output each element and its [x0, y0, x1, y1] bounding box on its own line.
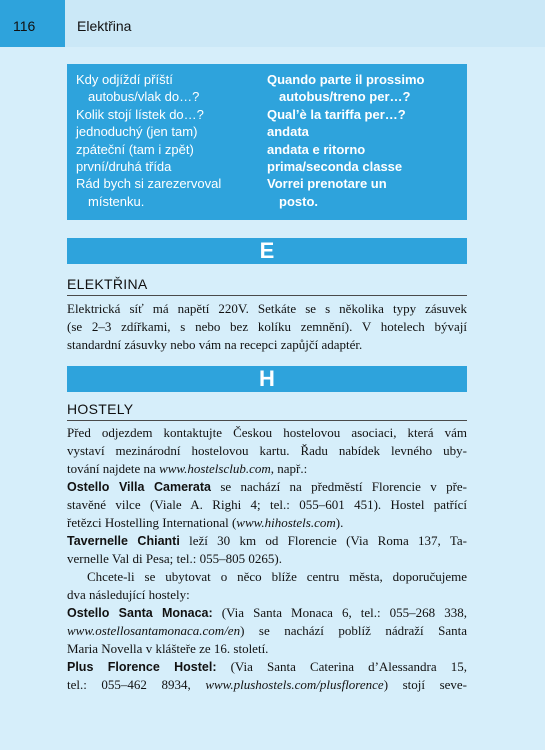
phrase-italian: Vorrei prenotare un	[267, 176, 387, 192]
page-number: 116	[13, 18, 36, 34]
body-line: dva následující hostely:	[67, 587, 190, 602]
phrase-italian: Qual’è la tariffa per…?	[267, 106, 406, 122]
phrase-italian: andata e ritorno	[267, 141, 366, 157]
body-line: vernelle Val di Pesa; tel.: 055–805 0265).	[67, 551, 282, 566]
phrase-czech: Rád bych si zarezervoval	[76, 176, 222, 192]
phrase-czech: zpáteční (tam i zpět)	[76, 141, 194, 157]
body-line: standardní zásuvky nebo vám na recepci zapůjčí adaptér.	[67, 337, 363, 352]
body-line: vystaví mezinárodní hostelovou kartu. Řadu nabídek levného uby-	[67, 443, 467, 458]
body-line: (se 2–3 zdířkami, s nebo bez kolíku zemnění). V hotelech bývají	[67, 319, 467, 334]
hostelsclub-link[interactable]: www.hostelsclub.com	[159, 461, 271, 476]
phrase-czech: jednoduchý (jen tam)	[76, 124, 198, 140]
phrase-row	[67, 158, 467, 176]
phrase-row	[67, 193, 467, 211]
hostel-name-plus-florence: Plus Florence Hostel:	[67, 660, 217, 674]
heading-elektrina: ELEKTŘINA	[67, 276, 148, 292]
body-line: Před odjezdem kontaktujte Českou hostelovou asociaci, která vám	[67, 425, 467, 440]
phrase-row	[67, 141, 467, 159]
heading-rule	[67, 295, 467, 296]
body-line: Chcete-li se ubytovat o něco blíže centru města, doporučujeme	[87, 569, 467, 584]
phrase-row	[67, 88, 467, 106]
body-line: Tavernelle Chianti leží 30 km od Florencie (Via Roma 137, Ta-	[67, 533, 467, 548]
phrase-italian: prima/seconda classe	[267, 159, 403, 174]
phrase-czech: místenku.	[88, 193, 145, 209]
phrase-italian: autobus/treno per…?	[279, 89, 411, 105]
phrase-italian: andata	[267, 124, 309, 140]
phrase-czech: Kolik stojí lístek do…?	[76, 106, 204, 122]
hihostels-link[interactable]: www.hihostels.com	[236, 515, 336, 530]
body-line: řetězci Hostelling International (www.hihostels.com).	[67, 515, 344, 530]
heading-hostely: HOSTELY	[67, 401, 134, 417]
letter-bar-e: E	[67, 238, 467, 264]
phrase-row	[67, 123, 467, 141]
body-line: Ostello Santa Monaca: (Via Santa Monaca 6, tel.: 055–268 338,	[67, 605, 467, 620]
hostel-name-tavernelle: Tavernelle Chianti	[67, 534, 180, 548]
body-line: Ostello Villa Camerata se nachází na předměstí Florencie v pře-	[67, 479, 468, 494]
phrase-row	[67, 71, 467, 89]
phrase-czech: Kdy odjíždí příští	[76, 72, 173, 87]
phrase-italian: posto.	[279, 193, 318, 209]
phrase-row	[67, 175, 467, 193]
body-line: tování najdete na www.hostelsclub.com, např.:	[67, 461, 308, 476]
heading-rule	[67, 420, 467, 421]
letter-bar-h: H	[67, 366, 467, 392]
phrase-box	[67, 64, 467, 220]
hostel-name-santa-monaca: Ostello Santa Monaca:	[67, 606, 213, 620]
body-line: Plus Florence Hostel: (Via Santa Caterina d’Alessandra 15,	[67, 659, 467, 674]
phrase-row	[67, 106, 467, 124]
phrase-czech: autobus/vlak do…?	[88, 89, 200, 105]
phrase-italian: Quando parte il prossimo	[267, 72, 425, 87]
body-line: Maria Novella v klášteře ze 16. století.	[67, 641, 269, 656]
body-line: tel.: 055–462 8934, www.plushostels.com/plusflorence) stojí seve-	[67, 677, 467, 692]
body-line: stavěné vilce (Viale A. Righi 4; tel.: 055–601 451). Hostel patřící	[67, 497, 467, 512]
hostel-name-villa-camerata: Ostello Villa Camerata	[67, 480, 211, 494]
body-line: www.ostellosantamonaca.com/en) se nachází poblíž nádraží Santa	[67, 623, 467, 638]
phrase-czech: první/druhá třída	[76, 159, 172, 174]
plushostels-link[interactable]: www.plushostels.com/plusflorence	[205, 677, 384, 692]
running-title: Elektřina	[77, 18, 132, 34]
body-line: Elektrická síť má napětí 220V. Setkáte se s několika typy zásuvek	[67, 301, 467, 316]
santamonaca-link[interactable]: www.ostellosantamonaca.com/en	[67, 623, 241, 638]
